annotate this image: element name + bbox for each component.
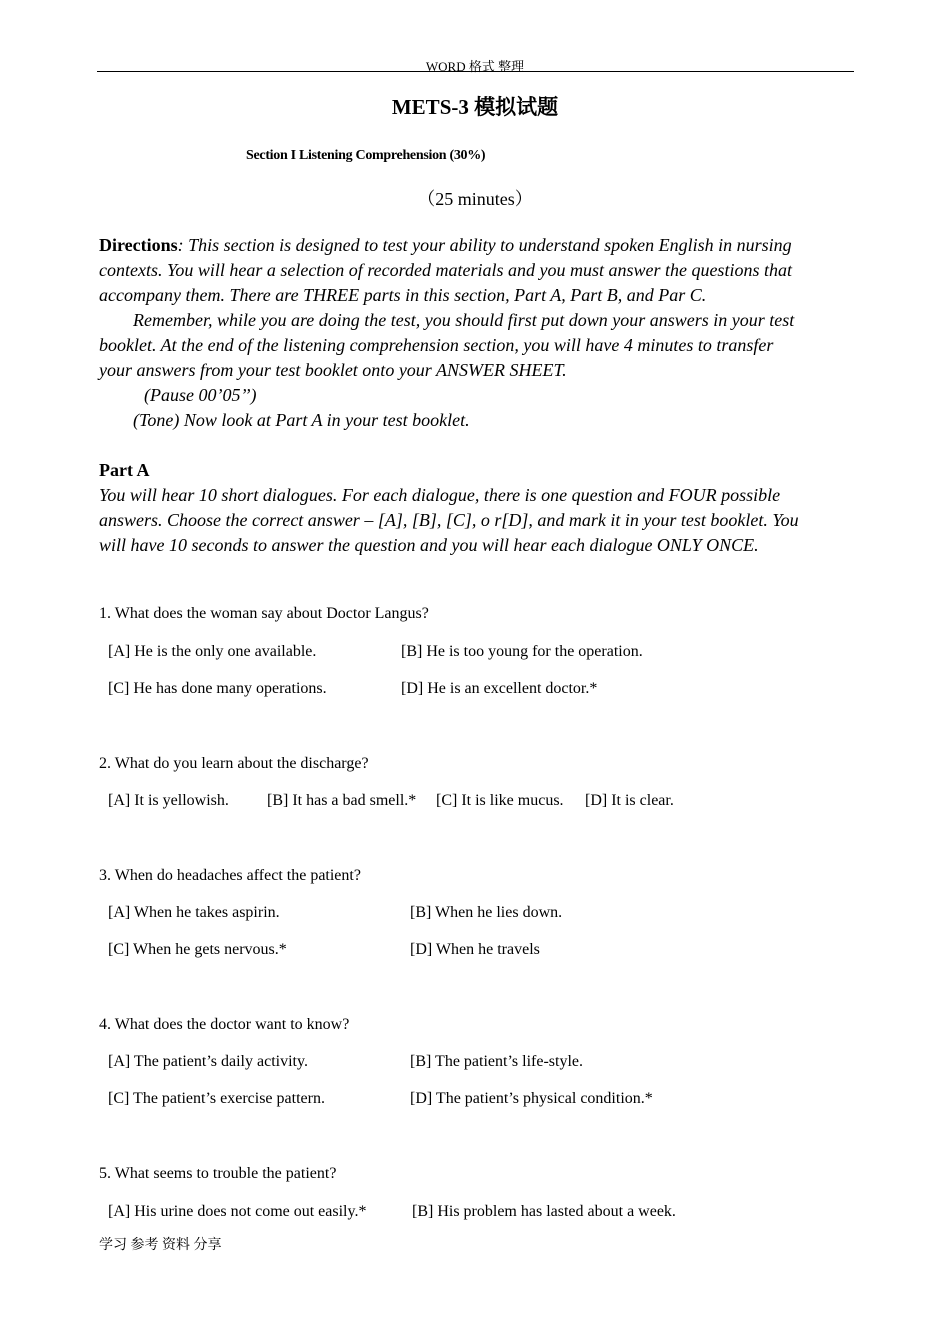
question-2: 2. What do you learn about the discharge?: [99, 755, 369, 772]
q4-option-d: [D] The patient’s physical condition.*: [410, 1090, 653, 1107]
q3-option-c: [C] When he gets nervous.*: [108, 941, 287, 958]
document-title: METS-3 模拟试题: [391, 95, 559, 119]
q3-option-d: [D] When he travels: [410, 941, 540, 958]
directions-line-6: your answers from your test booklet onto your ANSWER SHEET.: [99, 360, 567, 380]
question-4: 4. What does the doctor want to know?: [99, 1016, 350, 1033]
page-footer: 学习 参考 资料 分享: [99, 1238, 222, 1253]
duration: （25 minutes）: [417, 189, 533, 209]
directions-line-1: Directions: This section is designed to test your ability to understand spoken English in nursing: [99, 235, 792, 255]
q2-option-a: [A] It is yellowish.: [108, 792, 229, 809]
directions-line-3: accompany them. There are THREE parts in this section, Part A, Part B, and Par C.: [99, 285, 707, 305]
header-rule: [97, 71, 854, 72]
part-a-line-2: answers. Choose the correct answer – [A], [B], [C], o r[D], and mark it in your test booklet. You: [99, 510, 799, 530]
q5-option-b: [B] His problem has lasted about a week.: [412, 1203, 676, 1220]
directions-line-4: Remember, while you are doing the test, you should first put down your answers in your test: [133, 310, 795, 330]
part-a-line-3: will have 10 seconds to answer the question and you will hear each dialogue ONLY ONCE.: [99, 535, 759, 555]
q4-option-a: [A] The patient’s daily activity.: [108, 1053, 308, 1070]
q4-option-c: [C] The patient’s exercise pattern.: [108, 1090, 325, 1107]
tone-note: (Tone) Now look at Part A in your test booklet.: [133, 410, 470, 430]
q5-option-a: [A] His urine does not come out easily.*: [108, 1203, 367, 1220]
question-1: 1. What does the woman say about Doctor Langus?: [99, 605, 429, 622]
q1-option-b: [B] He is too young for the operation.: [401, 643, 643, 660]
page-header: WORD 格式 整理: [425, 59, 525, 74]
q2-option-c: [C] It is like mucus.: [436, 792, 564, 809]
part-a-line-1: You will hear 10 short dialogues. For each dialogue, there is one question and FOUR possible: [99, 485, 781, 505]
q1-option-d: [D] He is an excellent doctor.*: [401, 680, 598, 697]
directions-line-2: contexts. You will hear a selection of recorded materials and you must answer the questions that: [99, 260, 792, 280]
pause-note: (Pause 00’05’’): [144, 385, 257, 405]
q2-option-d: [D] It is clear.: [585, 792, 674, 809]
section-title: Section I Listening Comprehension (30%): [246, 148, 486, 163]
q3-option-a: [A] When he takes aspirin.: [108, 904, 280, 921]
q1-option-c: [C] He has done many operations.: [108, 680, 327, 697]
q1-option-a: [A] He is the only one available.: [108, 643, 317, 660]
directions-line-5: booklet. At the end of the listening comprehension section, you will have 4 minutes to transfer: [99, 335, 774, 355]
q4-option-b: [B] The patient’s life-style.: [410, 1053, 583, 1070]
question-3: 3. When do headaches affect the patient?: [99, 867, 361, 884]
part-a-title: Part A: [99, 460, 150, 480]
question-5: 5. What seems to trouble the patient?: [99, 1165, 337, 1182]
directions-label: Directions: [99, 235, 178, 255]
q3-option-b: [B] When he lies down.: [410, 904, 563, 921]
q2-option-b: [B] It has a bad smell.*: [267, 792, 417, 809]
